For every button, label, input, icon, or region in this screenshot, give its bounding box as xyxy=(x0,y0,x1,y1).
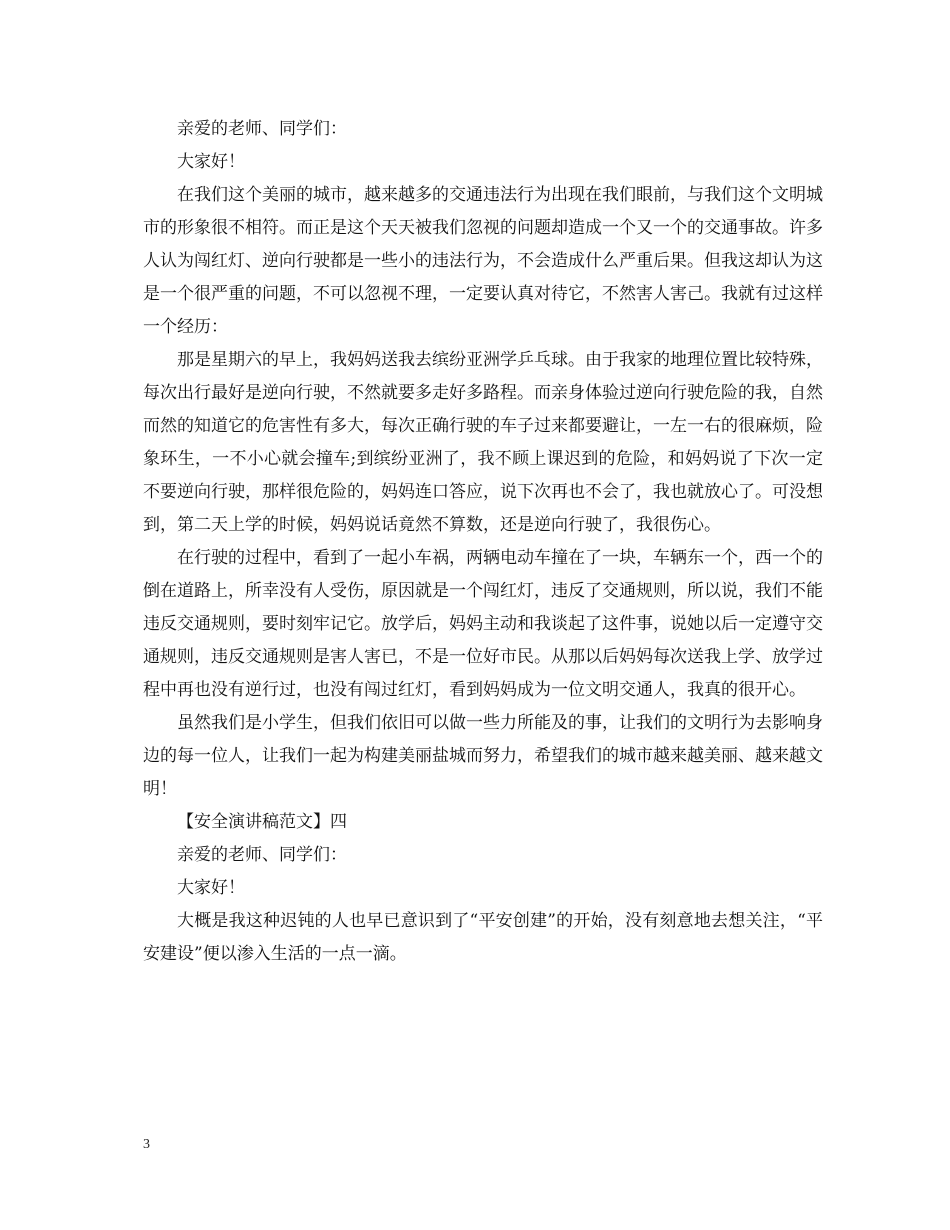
body-paragraph: 那是星期六的早上，我妈妈送我去缤纷亚洲学乒乓球。由于我家的地理位置比较特殊，每次出行最好是逆向行驶，不然就要多走好多路程。而亲身体验过逆向行驶危险的我，自然而然的知道它的危害性有多大，每次正确行驶的车子过来都要避让，一左一右的很麻烦，险象环生，一不小心就会撞车;到缤纷亚洲了，我不顾上课迟到的危险，和妈妈说了下次一定不要逆向行驶，那样很危险的，妈妈连口答应，说下次再也不会了，我也就放心了。可没想到，第二天上学的时候，妈妈说话竟然不算数，还是逆向行驶了，我很伤心。 xyxy=(143,350,823,535)
body-paragraph: 在行驶的过程中，看到了一起小车祸，两辆电动车撞在了一块，车辆东一个，西一个的倒在道路上，所幸没有人受伤，原因就是一个闯红灯，违反了交通规则，所以说，我们不能违反交通规则，要时刻牢记它。放学后，妈妈主动和我谈起了这件事，说她以后一定遵守交通规则，违反交通规则是害人害已，不是一位好市民。从那以后妈妈每次送我上学、放学过程中再也没有逆行过，也没有闯过红灯，看到妈妈成为一位文明交通人，我真的很开心。 xyxy=(143,548,823,700)
body-paragraph: 在我们这个美丽的城市，越来越多的交通违法行为出现在我们眼前，与我们这个文明城市的形象很不相符。而正是这个天天被我们忽视的问题却造成一个又一个的交通事故。许多人认为闯红灯、逆向行驶都是一些小的违法行为，不会造成什么严重后果。但我这却认为这是一个很严重的问题，不可以忽视不理，一定要认真对待它，不然害人害己。我就有过这样一个经历： xyxy=(143,185,823,337)
greeting: 大家好！ xyxy=(177,152,245,172)
salutation: 亲爱的老师、同学们： xyxy=(177,845,347,865)
body-paragraph: 虽然我们是小学生，但我们依旧可以做一些力所能及的事，让我们的文明行为去影响身边的每一位人，让我们一起为构建美丽盐城而努力，希望我们的城市越来越美丽、越来越文明！ xyxy=(143,713,823,799)
greeting: 大家好！ xyxy=(177,878,245,898)
document-body xyxy=(143,113,823,971)
salutation: 亲爱的老师、同学们： xyxy=(177,119,347,139)
section-heading: 【安全演讲稿范文】四 xyxy=(177,812,347,832)
body-paragraph: 大概是我这种迟钝的人也早已意识到了“平安创建”的开始，没有刻意地去想关注，“平安建设”便以渗入生活的一点一滴。 xyxy=(143,911,823,964)
page-number: 3 xyxy=(143,1137,150,1152)
